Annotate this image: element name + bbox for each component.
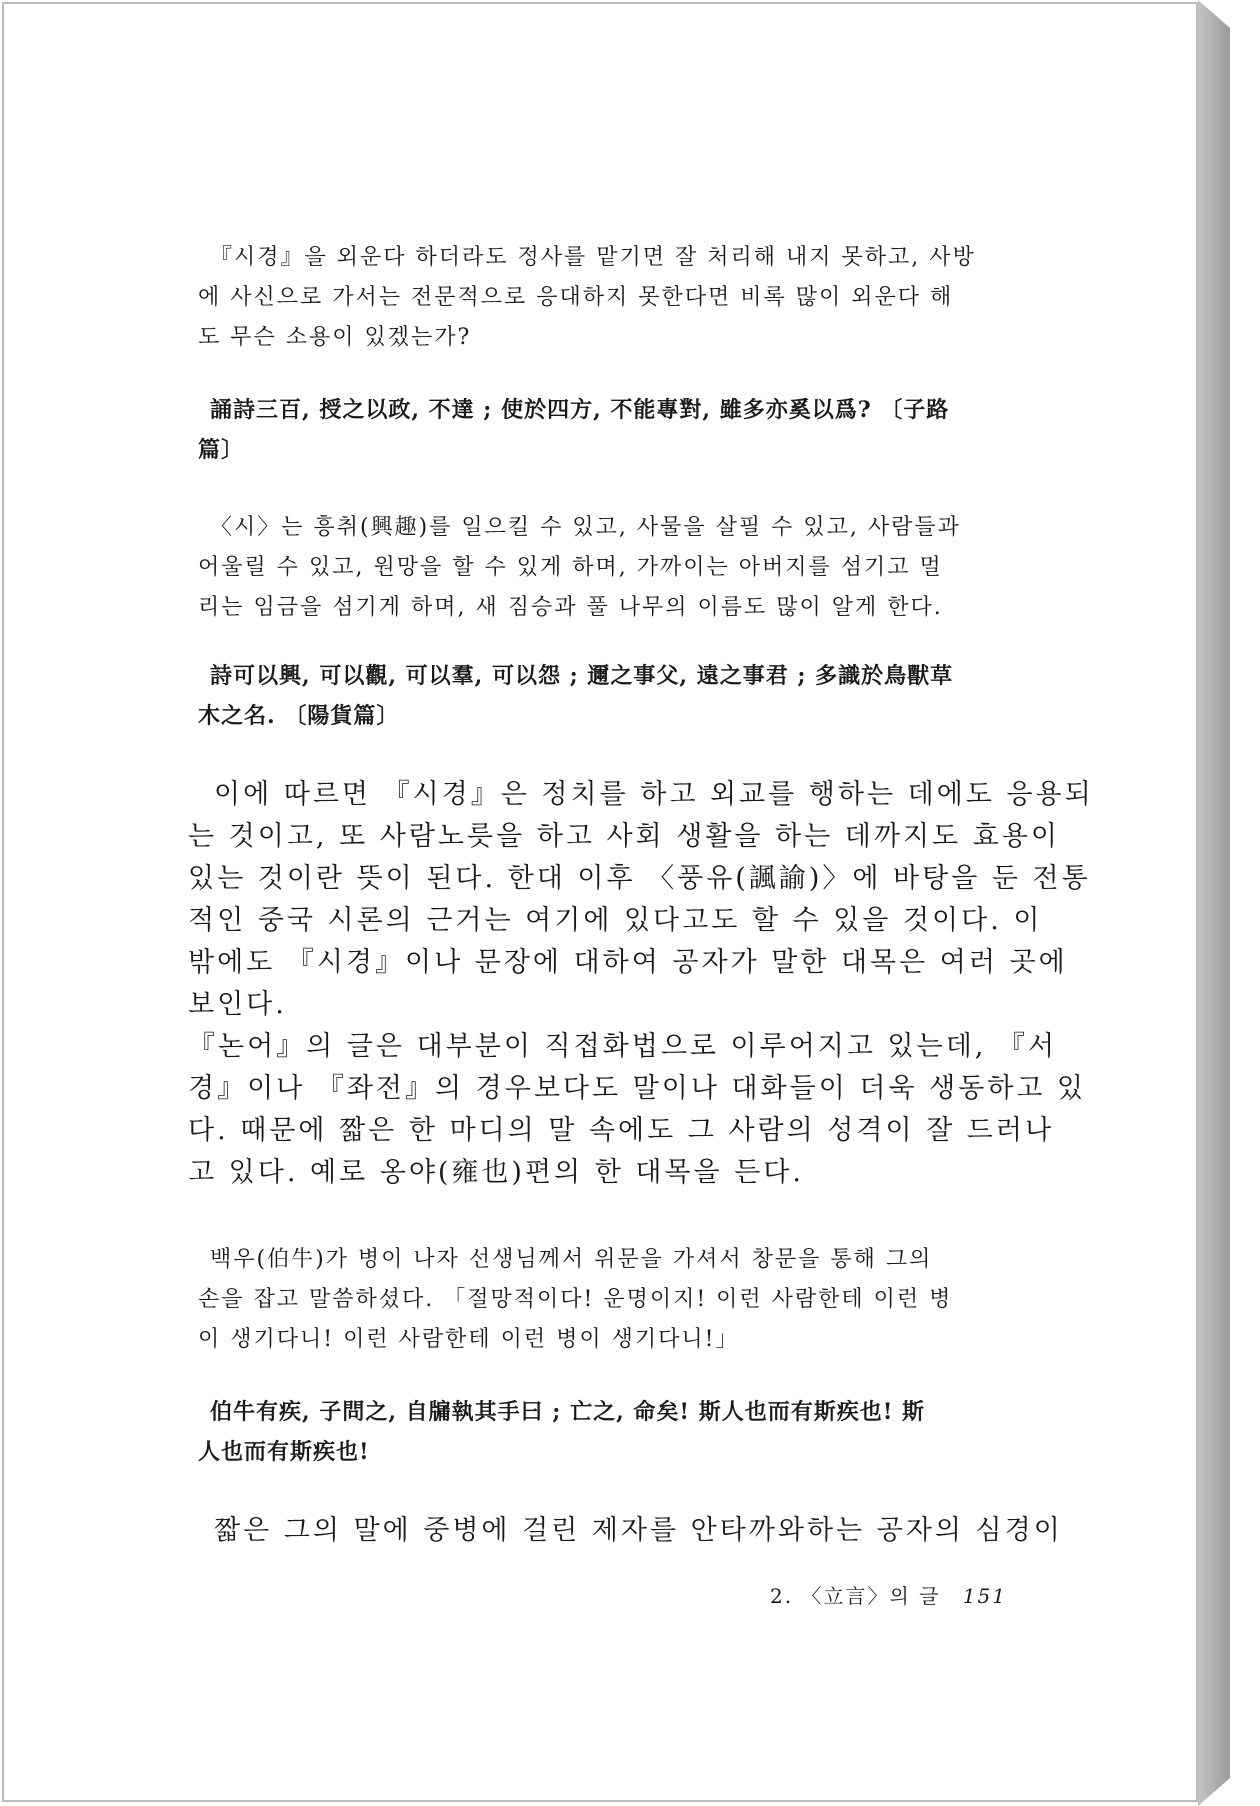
text-line: 『시경』을 외운다 하더라도 정사를 맡기면 잘 처리해 내지 못하고, 사방	[210, 245, 976, 270]
quote-korean-1	[198, 238, 1020, 358]
text-line: 『논어』의 글은 대부분이 직접화법으로 이루어지고 있는데, 『서	[188, 1031, 1058, 1062]
quote-chinese-3	[198, 1392, 1020, 1472]
text-line: 있는 것이란 뜻이 된다. 한대 이후 〈풍유(諷諭)〉에 바탕을 둔 전통	[188, 863, 1091, 894]
quote-chinese-2	[198, 656, 1020, 736]
text-line: 손을 잡고 말씀하셨다. 「절망적이다! 운명이지! 이런 사람한테 이런 병	[198, 1287, 953, 1312]
page-stack-edge	[1198, 0, 1230, 1806]
text-line: 이에 따르면 『시경』은 정치를 하고 외교를 행하는 데에도 응용되	[214, 779, 1094, 810]
text-line: 에 사신으로 가서는 전문적으로 응대하지 못한다면 비록 많이 외운다 해	[198, 285, 954, 310]
body-paragraph-2	[188, 1510, 1063, 1552]
text-line: 보인다.	[188, 989, 287, 1020]
text-line: 밖에도 『시경』이나 문장에 대하여 공자가 말한 대목은 여러 곳에	[188, 947, 1068, 978]
text-line: 어울릴 수 있고, 원망을 할 수 있게 하며, 가까이는 아버지를 섬기고 멀	[198, 555, 943, 580]
text-line: 木之名. 〔陽貨篇〕	[198, 703, 400, 729]
page-corner-bottom	[1198, 1778, 1230, 1806]
text-line: 人也而有斯疾也!	[198, 1439, 370, 1465]
page-corner-top	[1198, 0, 1230, 28]
text-line: 篇〕	[198, 437, 245, 463]
text-line: 는 것이고, 또 사람노릇을 하고 사회 생활을 하는 데까지도 효용이	[188, 821, 1060, 852]
text-line: 짧은 그의 말에 중병에 걸린 제자를 안타까와하는 공자의 심경이	[214, 1515, 1063, 1546]
page-number: 151	[962, 1584, 1007, 1608]
quote-chinese-1	[198, 390, 1020, 470]
text-line: 이 생기다니! 이런 사람한테 이런 병이 생기다니!」	[198, 1327, 740, 1352]
text-line: 다. 때문에 짧은 한 마디의 말 속에도 그 사람의 성격이 잘 드러나	[188, 1115, 1055, 1146]
text-line: 詩可以興, 可以觀, 可以羣, 可以怨 ; 邇之事父, 遠之事君 ; 多識於鳥獸草	[210, 663, 954, 689]
text-line: 誦詩三百, 授之以政, 不達 ; 使於四方, 不能專對, 雖多亦奚以爲? 〔子路	[210, 397, 950, 423]
running-section-title: 2. 〈立言〉의 글	[770, 1584, 941, 1608]
text-line: 경』이나 『좌전』의 경우보다도 말이나 대화들이 더욱 생동하고 있	[188, 1073, 1087, 1104]
body-paragraph-1	[188, 774, 1094, 1194]
text-line: 리는 임금을 섬기게 하며, 새 짐승과 풀 나무의 이름도 많이 알게 한다.	[198, 595, 943, 620]
text-line: 伯牛有疾, 子問之, 自牖執其手曰 ; 亡之, 命矣! 斯人也而有斯疾也! 斯	[210, 1399, 926, 1425]
text-line: 도 무슨 소용이 있겠는가?	[198, 325, 472, 350]
quote-korean-2	[198, 508, 1020, 628]
text-line: 〈시〉는 흥취(興趣)를 일으킬 수 있고, 사물을 살필 수 있고, 사람들과	[210, 515, 961, 540]
text-line: 고 있다. 예로 옹야(雍也)편의 한 대목을 든다.	[188, 1157, 804, 1188]
quote-korean-3	[198, 1240, 1020, 1360]
text-line: 백우(伯牛)가 병이 나자 선생님께서 위문을 가셔서 창문을 통해 그의	[210, 1247, 933, 1272]
text-line: 적인 중국 시론의 근거는 여기에 있다고도 할 수 있을 것이다. 이	[188, 905, 1043, 936]
page-footer	[770, 1580, 1007, 1609]
